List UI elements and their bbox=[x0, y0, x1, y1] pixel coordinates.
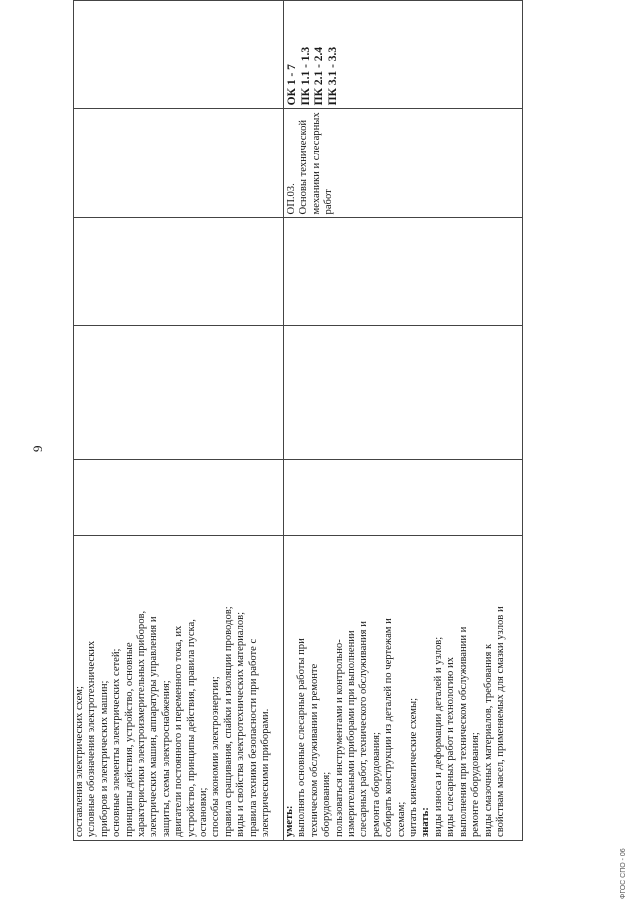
discipline-cell bbox=[284, 109, 523, 218]
text-line: схемам; bbox=[395, 801, 407, 837]
empty-cell bbox=[74, 218, 284, 325]
text-line: техническом обслуживании и ремонте bbox=[308, 663, 320, 837]
empty-cell bbox=[284, 218, 523, 325]
text-line: уметь: bbox=[284, 805, 295, 837]
text-line: виды смазочных материалов, требования к bbox=[482, 643, 494, 837]
text-line: ремонте оборудования; bbox=[470, 732, 482, 837]
text-line: составления электрических схем; bbox=[74, 686, 85, 837]
footer-code: ФГОС СПО - 06 bbox=[620, 848, 627, 899]
text-line: способы экономии электроэнергии; bbox=[210, 676, 222, 837]
text-line: правила техники безопасности при работе с bbox=[247, 638, 259, 837]
text-line: выполнять основные слесарные работы при bbox=[296, 638, 308, 837]
skills-cell bbox=[284, 536, 523, 841]
text-line: виды и свойства электротехнических материалов; bbox=[235, 611, 247, 837]
text-line: собирать конструкции из деталей по чертежам и bbox=[383, 618, 395, 837]
competency-code: ОК 1 - 7 bbox=[286, 64, 298, 106]
knowledge-cell bbox=[74, 536, 284, 841]
competency-code: ПК 3.1 - 3.3 bbox=[326, 46, 339, 106]
text-line: ремонта оборудования; bbox=[370, 732, 382, 837]
discipline-line: ОП.03. bbox=[286, 183, 297, 215]
discipline-line: механики и слесарных bbox=[310, 112, 322, 215]
text-line: устройство, принципы действия, правила пуска, bbox=[185, 619, 197, 837]
text-line: оборудования; bbox=[321, 771, 333, 837]
empty-cell bbox=[74, 109, 284, 218]
text-line: остановки; bbox=[198, 787, 210, 837]
empty-cell bbox=[74, 1, 284, 109]
text-line: выполнения при техническом обслуживании и bbox=[457, 626, 469, 837]
empty-cell bbox=[74, 460, 284, 536]
text-line: измерительными приборами при выполнении bbox=[346, 630, 358, 837]
discipline-name bbox=[284, 109, 338, 217]
text-line: свойствам масел, применяемых для смазки узлов и bbox=[494, 606, 506, 837]
text-line: правила сращивания, спайки и изоляции проводов; bbox=[222, 606, 234, 837]
text-line: электрическими приборами. bbox=[260, 708, 272, 837]
text-line: знать: bbox=[420, 807, 432, 837]
text-line: двигатели постоянного и переменного тока, их bbox=[173, 625, 185, 837]
text-line: характеристики электроизмерительных приборов, bbox=[136, 610, 148, 837]
curriculum-table bbox=[73, 0, 523, 841]
text-line: основные элементы электрических сетей; bbox=[111, 648, 123, 837]
competency-code: ПК 1.1 - 1.3 bbox=[299, 46, 312, 106]
knowledge-lines bbox=[74, 536, 273, 840]
skills-lines bbox=[284, 536, 507, 840]
table-row bbox=[74, 1, 284, 841]
competency-codes bbox=[284, 1, 342, 108]
empty-cell bbox=[74, 325, 284, 459]
competency-code: ПК 2.1 - 2.4 bbox=[313, 46, 325, 106]
text-line: приборов и электрических машин; bbox=[98, 680, 110, 837]
discipline-line: Основы технической bbox=[298, 119, 310, 215]
table-row bbox=[284, 1, 523, 841]
page-number: 9 bbox=[30, 445, 45, 452]
text-line: виды слесарных работ и технологию их bbox=[445, 657, 457, 837]
text-line: электрических машин, аппаратуры управления и bbox=[148, 616, 160, 837]
text-line: условные обозначения электротехнических bbox=[86, 640, 98, 837]
text-line: принципы действия, устройство, основные bbox=[123, 642, 135, 837]
discipline-line: работ bbox=[323, 189, 335, 215]
text-line: защиты, схемы электроснабжения; bbox=[160, 680, 172, 837]
empty-cell bbox=[284, 460, 523, 536]
empty-cell bbox=[284, 325, 523, 459]
competencies-cell bbox=[284, 1, 523, 109]
text-line: читать кинематические схемы; bbox=[408, 697, 420, 837]
text-line: пользоваться инструментами и контрольно- bbox=[333, 639, 345, 837]
text-line: виды износа и деформации деталей и узлов; bbox=[432, 636, 444, 837]
text-line: слесарных работ, технического обслуживания и bbox=[358, 621, 370, 837]
